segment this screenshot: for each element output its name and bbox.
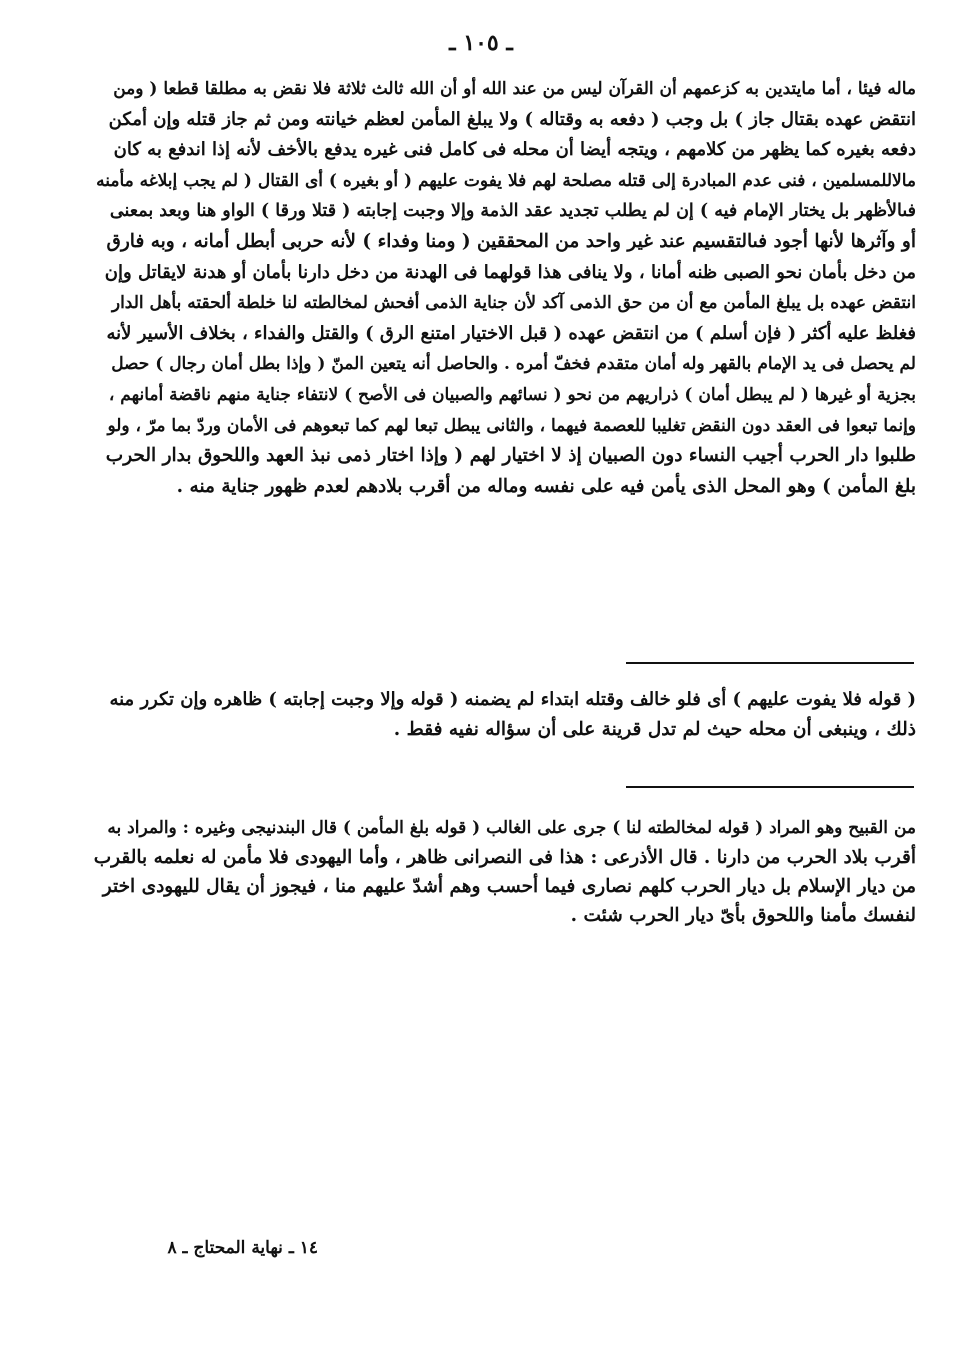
text-line: انتقض عهده بل يبلغ المأمن مع أن من حق الذمى آكد لأن جناية الذمى أفحش لمخالطته لنا خلطة ألحقته بأهل الدار: [111, 293, 916, 314]
text-line: انتقض عهده بقتال جاز ) بل وجب ( دفعه به وقتاله ) ولا يبلغ المأمن لعظم خيانته ومن ثم جاز قتله وإن أمكن: [108, 108, 916, 130]
footnote-divider: [626, 662, 914, 664]
footnote-line: ذلك ، وينبغى أن محله حيث لم تدل قرينة على أن سؤاله نفيه فقط .: [393, 719, 916, 740]
footnote-divider: [626, 786, 914, 788]
footnote-line: لنفسك مأمنا واللحوق بأىّ ديار الحرب شئت .: [570, 905, 916, 926]
text-line: بلغ المأمن ) وهو المحل الذى يأمن فيه على نفسه وماله من أقرب بلادهم لعدم ظهور جناية منه .: [176, 475, 916, 497]
text-line: أو وآثرها لأنها أجود فىالتقسيم عند غير واحد من المحققين ( ومنا وفداء ) لأنه حربى أبطل أمانه ، وبه فارق: [106, 230, 916, 252]
text-line: لم يحصل فى يد الإمام بالقهر وله أمان متقدم فخفّ أمره . والحاصل أنه يتعين المنّ ( وإذا بطل أمان رجال ) حصل: [111, 354, 916, 375]
footnote-2: [94, 814, 916, 930]
footnote-line: من القبيح وهو المراد ( قوله لمخالطته لنا ) جرى على الغالب ( قوله بلغ المأمن ) قال البندنيجى وغيره : والمراد به: [107, 818, 916, 838]
footnote-1: [94, 685, 916, 745]
text-line: ماله فيئا ، أما مايتدين به كزعمهم أن القرآن ليس من عند الله أو أن الله ثالث ثلاثة فلا نقض به مطلقا قطعا ( ومن: [113, 79, 916, 99]
text-line: بجزية أو غيرها ( لم يبطل أمان ) ذراريهم من نحو ( نسائهم والصبيان فى الأصح ) لانتفاء جناية منهم ناقضة أمانهم ،: [108, 384, 916, 405]
footnote-line: أقرب بلاد الحرب من دارنا . قال الأذرعى : هذا فى النصرانى ظاهر ، وأما اليهودى فلا مأمن له نعلمه بالقرب: [94, 847, 916, 868]
footnote-line: من ديار الإسلام بل ديار الحرب كلهم نصارى فيما أحسب وهم أشدّ عليهم منا ، فيجوز أن يقال لليهودى اختر: [102, 876, 916, 897]
footnote-line: ( قوله فلا يفوت عليهم ) أى فلو خالف وقتله ابتداء لم يضمنه ( قوله وإلا وجبت إجابته ) ظاهره وإن تكرر منه: [109, 689, 916, 710]
page-number: ـ ١٠٥ ـ: [449, 30, 513, 56]
text-line: فغلظ عليه أكثر ( فإن أسلم ) من انتقض عهده ( قبل الاختيار امتنع الرق ) والقتل والفداء ، بخلاف الأسير لأنه: [106, 322, 916, 344]
text-line: دفعه بغيره كما يظهر من كلامهم ، ويتجه أيضا أن محله فى كامل فنى غيره يدفع بالأخف لأنه إذا اندفع به كان: [113, 139, 916, 161]
text-line: مالاللمسلمين ، فنى عدم المبادرة إلى قتله مصلحة لهم فلا يفوت عليهم ( أو بغيره ) أى القتال ( لم يجب إبلاغه مأمنه: [96, 170, 916, 191]
main-text: [94, 74, 916, 502]
text-line: وإنما تبعوا فى العقد دون النقض تغليبا للعصمة فيهما ، والثانى يبطل تبعا لهم كما تبعوهم فى الأمان وردّ بما مرّ ، ولو: [107, 415, 916, 436]
text-line: طلبوا دار الحرب أجيب النساء دون الصبيان إذ لا اختيار لهم ( وإذا اختار ذمى نبذ العهد واللحوق بدار الحرب: [105, 445, 916, 467]
text-line: فىالأظهر بل يختار الإمام فيه ) إن لم يطلب تجديد عقد الذمة وإلا وجبت إجابته ( قتلا ورقا ) الواو هنا وبعد بمعنى: [109, 201, 916, 222]
text-line: من دخل بأمان نحو الصبى ظنه أمانا ، ولا ينافى هذا قولهما فى الهدنة من دخل دارنا بأمان أو هدنة لايقاتل وإن: [104, 261, 916, 283]
printer-signature: ١٤ ـ نهاية المحتاج ـ ٨: [167, 1238, 318, 1258]
